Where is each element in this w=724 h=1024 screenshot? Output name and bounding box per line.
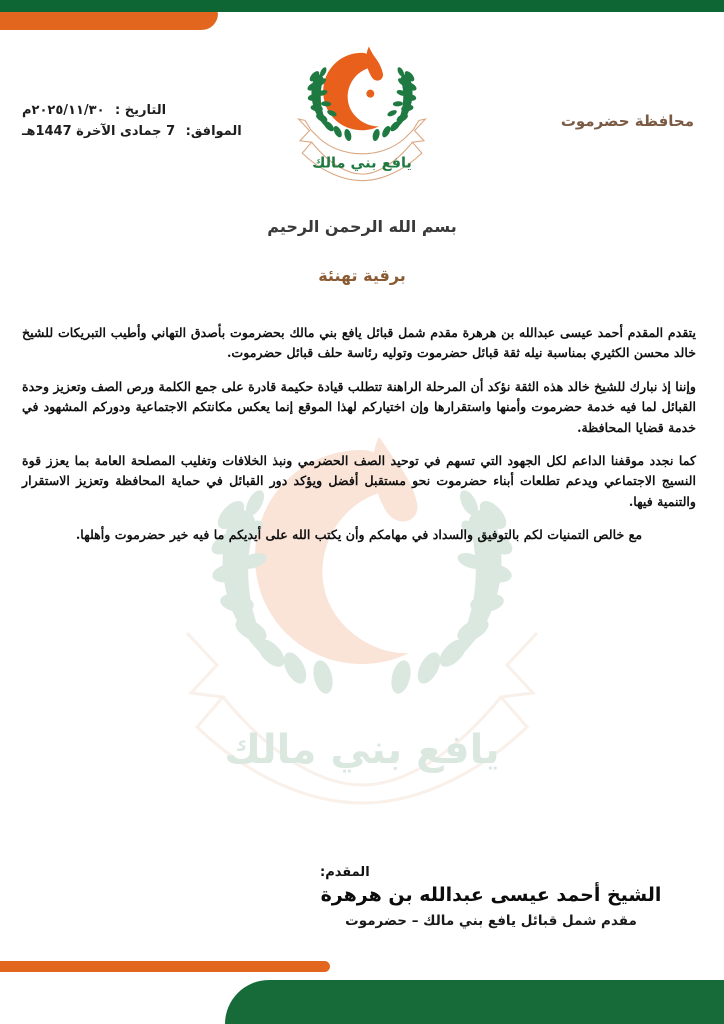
hijri-date-value: 7 جمادى الآخرة 1447هـ	[22, 124, 176, 140]
document-content	[0, 205, 724, 559]
hijri-date-label: الموافق:	[185, 124, 242, 140]
paragraph-4: مع خالص التمنيات لكم بالتوفيق والسداد في مهامكم وأن يكتب الله على أيديكم ما فيه خير حضرموت وأهلها.	[75, 527, 643, 543]
document-header	[0, 40, 724, 190]
body-paragraphs	[22, 323, 696, 546]
logo-banner-text: يافع بني مالك	[312, 155, 412, 172]
signatory-name: الشيخ أحمد عيسى عبدالله بن هرهرة	[320, 884, 662, 907]
tribal-emblem-logo	[273, 40, 451, 185]
hijri-date-row	[22, 121, 242, 142]
bottom-green-shape	[225, 980, 724, 1024]
gregorian-date-value: ٢٠٢٥/١١/٣٠م	[22, 103, 105, 118]
crescent-flourish-icon	[366, 47, 383, 81]
top-green-bar	[0, 0, 724, 12]
crescent-dot-icon	[366, 90, 374, 98]
governorate-name: محافظة حضرموت	[560, 112, 694, 130]
date-block	[22, 100, 242, 143]
paragraph-3: كما نجدد موقفنا الداعم لكل الجهود التي تسهم في توحيد الصف الحضرمي ونبذ الخلافات وتغليب المصلحة العامة بما يعزز قوة النسيج الاجتماعي ويدعم تطلعات أبناء حضرموت نحو مستقبل أفضل ويؤكد دور القبائل في حماية المحافظة وتعزيز الاستقرار والتنمية فيها.	[22, 452, 696, 509]
signature-label: المقدم:	[320, 865, 370, 881]
bottom-orange-bar	[0, 961, 330, 972]
signature-block	[296, 865, 686, 929]
paragraph-1: يتقدم المقدم أحمد عيسى عبدالله بن هرهرة مقدم شمل قبائل يافع بني مالك بحضرموت بأصدق التهاني وأطيب التبريكات للشيخ خالد محسن الكثيري بمناسبة نيله ثقة قبائل حضرموت وتوليه رئاسة حلف قبائل حضرموت.	[22, 325, 696, 361]
gregorian-date-row	[22, 100, 242, 121]
document-title: برقية تهنئة	[318, 266, 406, 285]
top-orange-bar	[0, 12, 218, 30]
gregorian-date-label: التاريخ :	[115, 103, 167, 118]
watermark-banner-text: يافع بني مالك	[224, 727, 500, 773]
signatory-role: مقدم شمل قبائل يافع بني مالك – حضرموت	[345, 913, 637, 929]
paragraph-2: وإننا إذ نبارك للشيخ خالد هذه الثقة نؤكد أن المرحلة الراهنة تتطلب قيادة حكيمة قادرة على جمع الكلمة ورص الصف وتعزيز وحدة القبائل لما فيه خدمة حضرموت وأمنها واستقرارها وإن اختياركم لهذا الموقع إنما يعكس مكانتكم الاجتماعية ودوركم المشهود في خدمة قضايا المحافظة.	[22, 378, 696, 435]
basmala-text: بسم الله الرحمن الرحيم	[267, 217, 457, 236]
